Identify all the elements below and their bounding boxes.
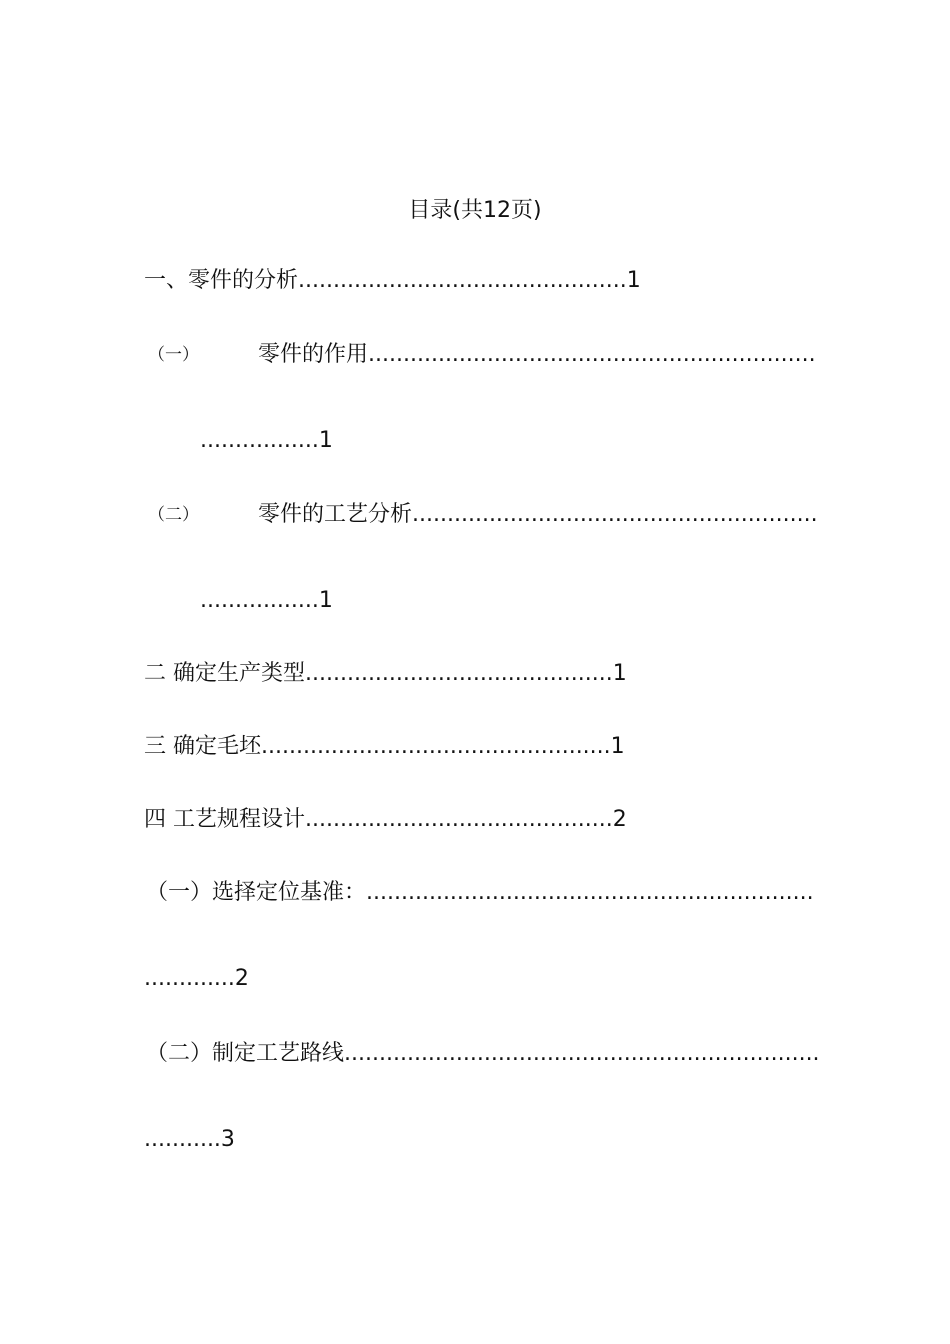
toc-entry-3-marker: （二） xyxy=(148,505,199,525)
toc-entry-3[interactable] xyxy=(258,500,818,530)
toc-entry-2[interactable] xyxy=(258,340,816,370)
toc-leader-dots: ............................................ xyxy=(305,807,613,832)
toc-entry-3-continuation: .................1 xyxy=(200,588,333,613)
toc-entry-7[interactable] xyxy=(146,878,814,908)
toc-page-number: 1 xyxy=(626,268,641,293)
toc-entry-text: 一、零件的分析 xyxy=(144,268,299,293)
toc-entry-8-continuation: ...........3 xyxy=(144,1127,235,1152)
toc-entry-7-continuation: .............2 xyxy=(144,966,249,991)
toc-page-number: 1 xyxy=(610,734,625,759)
toc-title: 目录(共12页) xyxy=(408,198,542,223)
toc-entry-5[interactable] xyxy=(144,732,625,762)
toc-leader-dots: .................................................. xyxy=(261,734,611,759)
toc-entry-1[interactable] xyxy=(144,266,641,296)
toc-leader-dots: ................................................................ xyxy=(368,342,816,367)
toc-leader-dots: .......................................................... xyxy=(412,502,818,527)
toc-leader-dots: ............................................... xyxy=(298,268,627,293)
toc-entry-2-marker: （一） xyxy=(148,345,199,365)
toc-entry-6[interactable] xyxy=(144,805,627,835)
toc-entry-text: 零件的作用 xyxy=(258,342,369,367)
toc-page-number: 1 xyxy=(612,661,627,686)
toc-entry-text: 二 确定生产类型 xyxy=(144,661,305,686)
toc-entry-text: 四 工艺规程设计 xyxy=(144,807,305,832)
toc-entry-text: （一）选择定位基准： xyxy=(146,880,367,905)
toc-entry-2-continuation: .................1 xyxy=(200,428,333,453)
toc-entry-text: （二）制定工艺路线 xyxy=(146,1041,345,1066)
toc-entry-8[interactable] xyxy=(146,1039,820,1069)
toc-leader-dots: ................................................................ xyxy=(366,880,814,905)
toc-entry-text: 三 确定毛坯 xyxy=(144,734,261,759)
toc-entry-4[interactable] xyxy=(144,659,627,689)
toc-page-number: 2 xyxy=(612,807,627,832)
toc-entry-text: 零件的工艺分析 xyxy=(258,502,413,527)
toc-leader-dots: ............................................ xyxy=(305,661,613,686)
toc-leader-dots: .................................................................... xyxy=(344,1041,820,1066)
